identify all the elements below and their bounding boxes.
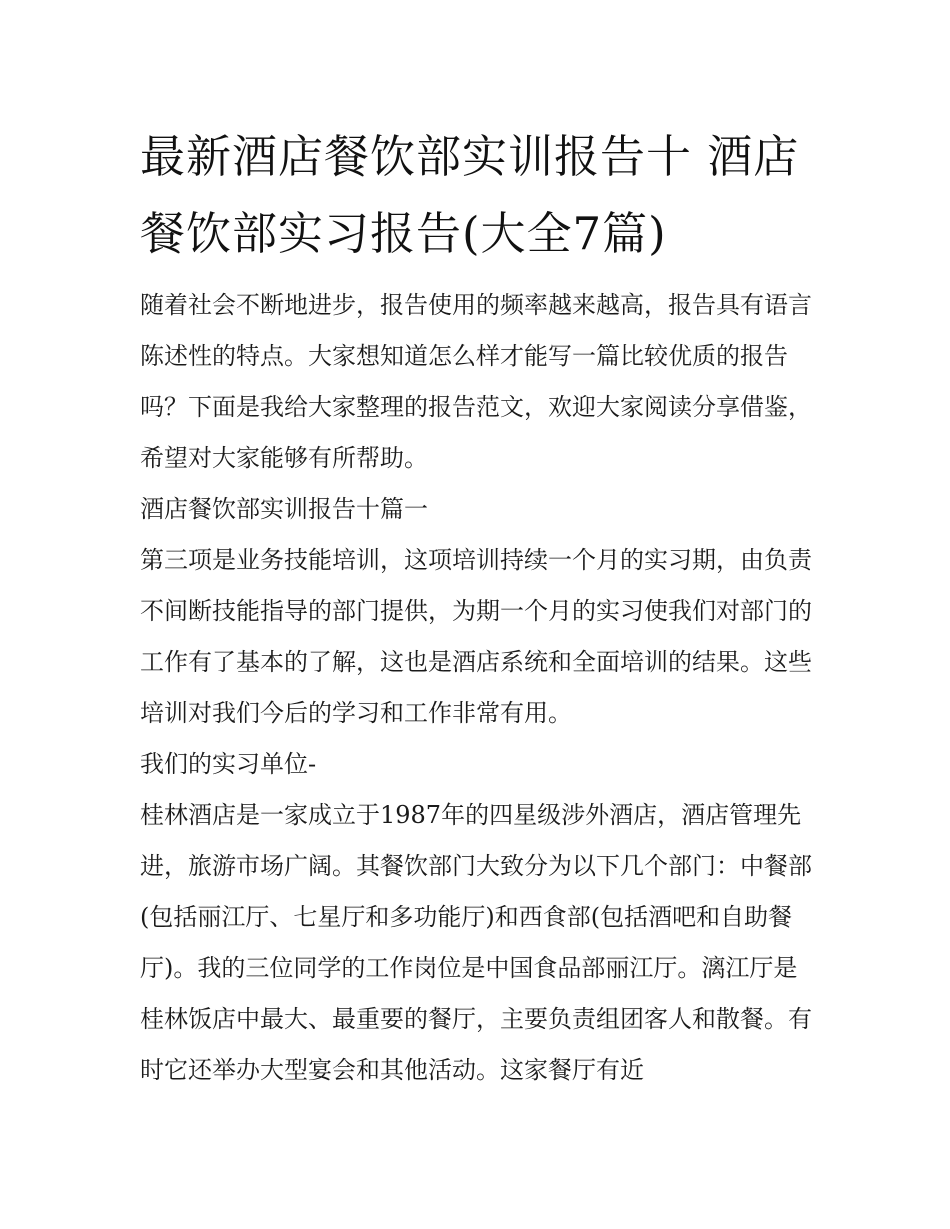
body-paragraph: 桂林酒店是一家成立于1987年的四星级涉外酒店，酒店管理先进，旅游市场广阔。其餐饮部门大致分为以下几个部门：中餐部(包括丽江厅、七星厅和多功能厅)和西食部(包括酒吧和自助餐厅)。我的三位同学的工作岗位是中国食品部丽江厅。漓江厅是桂林饭店中最大、最重要的餐厅，主要负责组团客人和散餐。有时它还举办大型宴会和其他活动。这家餐厅有近 <box>140 801 812 1084</box>
section-heading: 酒店餐饮部实训报告十篇一 <box>140 495 428 523</box>
intro-paragraph: 随着社会不断地进步，报告使用的频率越来越高，报告具有语言陈述性的特点。大家想知道怎么样才能写一篇比较优质的报告吗？下面是我给大家整理的报告范文，欢迎大家阅读分享借鉴，希望对大家能够有所帮助。 <box>140 291 812 472</box>
document-title: 最新酒店餐饮部实训报告十 酒店餐饮部实习报告(大全7篇) <box>140 130 800 260</box>
body-paragraph: 第三项是业务技能培训，这项培训持续一个月的实习期，由负责不间断技能指导的部门提供，为期一个月的实习使我们对部门的工作有了基本的了解，这也是酒店系统和全面培训的结果。这些培训对我们今后的学习和工作非常有用。 <box>140 546 812 727</box>
document-body <box>140 280 812 1096</box>
subheading-paragraph: 我们的实习单位- <box>140 750 317 778</box>
